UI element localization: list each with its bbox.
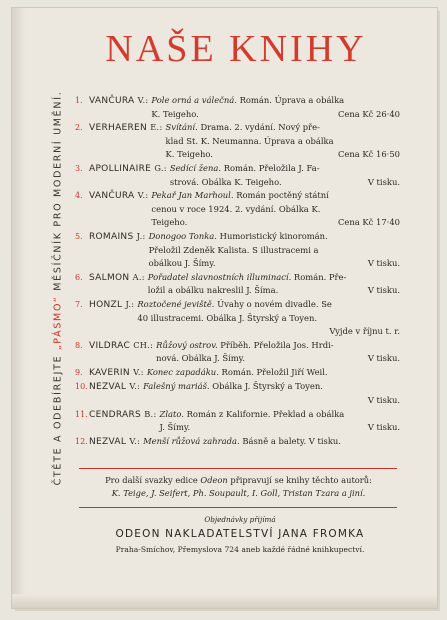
book-entry <box>75 230 400 271</box>
book-entry <box>75 162 400 189</box>
book-desc-line: strová. Obálka K. Teigeho. <box>169 176 282 187</box>
book-desc: Román z Kalifornie. Překlad a obálka <box>186 408 345 419</box>
book-author <box>89 271 145 286</box>
book-author-name: APOLLINAIRE <box>89 163 152 174</box>
book-author <box>89 435 140 450</box>
book-author-name: NEZVAL <box>89 436 127 447</box>
book-entry <box>75 408 400 435</box>
vertical-text-pre: ČTĚTE A ODEBÍREJTE <box>52 349 64 486</box>
book-author <box>89 408 157 423</box>
book-title: Pekař Jan Marhoul. <box>151 190 234 201</box>
book-title: Svítání. <box>165 122 198 133</box>
book-number: 2. <box>75 123 83 133</box>
vertical-text-post: MĚSÍČNÍK PRO MODERNÍ UMĚNÍ. <box>52 90 64 296</box>
book-number: 8. <box>75 340 83 350</box>
book-entry <box>75 121 400 162</box>
book-author-initial: B.: <box>144 408 157 419</box>
book-status: Cena Kč 26·40 <box>338 108 400 119</box>
book-desc: Obálka J. Štyrský a Toyen. <box>212 381 323 392</box>
book-title: Sedící žena. <box>169 162 222 173</box>
book-number: 12. <box>75 436 88 446</box>
book-author-name: VANČURA <box>89 191 135 202</box>
book-entry <box>75 271 400 298</box>
series-authors: K. Teige, J. Seifert, Ph. Soupault, I. Goll, Tristan Tzara a jiní. <box>111 488 366 498</box>
book-title: Menší růžová zahrada. <box>143 435 240 446</box>
book-author-name: KAVERIN <box>89 367 130 378</box>
book-description <box>149 230 400 271</box>
book-author-initial: A.: <box>132 271 145 282</box>
book-number: 10. <box>75 382 88 392</box>
book-description <box>147 366 400 380</box>
book-status: V tisku. <box>367 395 400 406</box>
book-description <box>143 435 400 449</box>
book-title: Donogoo Tonka. <box>148 230 217 241</box>
series-note-pre: Pro další svazky edice <box>105 475 201 485</box>
book-entry <box>75 435 400 450</box>
book-desc: Humoristický kinoromán. <box>219 230 328 241</box>
book-title: Falešný mariáš. <box>143 381 210 392</box>
divider-top <box>79 468 397 469</box>
book-desc-line: J. Šímy. <box>159 422 191 433</box>
book-number: 4. <box>75 191 83 201</box>
book-author <box>89 162 167 177</box>
book-description <box>166 121 400 162</box>
book-entry <box>75 94 400 121</box>
book-description <box>160 408 401 435</box>
book-status: V tisku. <box>367 176 400 187</box>
book-status: Cena Kč 17·40 <box>338 217 400 228</box>
book-desc-line: ložil a obálku nakreslil J. Šíma. <box>147 285 279 296</box>
book-desc: Drama. 2. vydání. Nový pře- <box>200 122 320 133</box>
book-author-initial: G.: <box>154 162 167 173</box>
book-title: Konec zapadáku. <box>146 366 219 377</box>
book-description <box>151 189 400 230</box>
book-number: 11. <box>75 409 88 419</box>
book-number: 7. <box>75 299 83 309</box>
page-title: NAŠE KNIHY <box>105 28 367 70</box>
book-title: Růžový ostrov. <box>156 339 218 350</box>
book-author-initial: J.: <box>125 298 135 309</box>
book-desc: Román poctěný státní <box>236 190 329 201</box>
book-entry <box>75 380 400 407</box>
cover-bottom-edge <box>12 594 437 608</box>
book-status: V tisku. <box>367 258 400 269</box>
book-description <box>137 298 400 339</box>
book-desc: Příběh. Přeložila Jos. Hrdi- <box>220 339 334 350</box>
cover-spine-shadow <box>12 8 26 608</box>
book-desc-line: 40 illustracemi. Obálka J. Štyrský a Toyen. <box>137 312 317 323</box>
book-status: Vyjde v říjnu t. r. <box>329 326 400 337</box>
divider-bottom <box>79 507 397 508</box>
book-author-initial: V.: <box>129 435 141 446</box>
book-author-initial: V.: <box>133 366 144 377</box>
publisher-address: Praha-Smíchov, Přemyslova 724 aneb každé řádné knihkupectví. <box>115 545 365 554</box>
book-title: Roztočené jeviště. <box>137 298 215 309</box>
book-desc-line: Teigeho. <box>151 217 188 228</box>
book-number: 3. <box>75 163 83 173</box>
series-note <box>82 474 395 500</box>
book-desc-line: cenou v roce 1924. 2. vydání. Obálka K. <box>151 203 321 214</box>
vertical-magazine-name: „PÁSMO“ <box>52 295 64 350</box>
book-status: V tisku. <box>367 353 400 364</box>
book-author <box>89 366 144 381</box>
book-desc-line: obálkou J. Šímy. <box>148 258 216 269</box>
book-entry <box>75 189 400 230</box>
vertical-magazine-advert <box>53 91 64 486</box>
book-title: Pořadatel slavnostních illuminací. <box>147 271 292 282</box>
book-author-initial: V.: <box>137 95 149 105</box>
book-desc: Román. Pře- <box>293 271 347 282</box>
book-author-initial: V.: <box>137 190 149 201</box>
publisher-name: ODEON NAKLADATELSTVÍ JANA FROMKA <box>115 528 365 540</box>
book-number: 5. <box>75 231 83 241</box>
book-list <box>75 94 400 449</box>
book-desc: Román. Přeložila J. Fa- <box>223 162 320 173</box>
book-number: 6. <box>75 272 83 282</box>
book-desc: Román. Přeložil Jiří Weil. <box>221 366 328 377</box>
book-title: Pole orná a válečná. <box>151 95 237 105</box>
book-entry <box>75 339 400 366</box>
book-entry <box>75 366 400 381</box>
book-author <box>89 94 148 109</box>
book-description <box>148 271 400 298</box>
book-author <box>89 339 153 354</box>
book-description <box>143 380 400 407</box>
book-number: 9. <box>75 367 83 377</box>
orders-label: Objednávky přijímá <box>204 515 276 524</box>
book-description <box>170 162 400 189</box>
book-author-name: VANČURA <box>89 96 135 106</box>
book-desc-line: K. Teigeho. <box>151 108 199 119</box>
book-author <box>89 189 148 204</box>
book-status: V tisku. <box>367 422 400 433</box>
series-note-post: připravují se knihy těchto autorů: <box>227 475 372 485</box>
book-desc: Básně a balety. V tisku. <box>242 435 341 446</box>
book-author-initial: V.: <box>129 381 141 392</box>
book-author-initial: E.: <box>150 122 163 133</box>
book-author-name: ROMAINS <box>89 231 134 242</box>
book-description <box>156 339 400 366</box>
book-entry <box>75 298 400 339</box>
book-author-initial: CH.: <box>133 339 154 350</box>
book-author-initial: J.: <box>136 230 146 241</box>
book-desc-line: nová. Obálka J. Šímy. <box>156 353 245 364</box>
book-author-name: NEZVAL <box>89 382 127 393</box>
book-author-name: CENDRARS <box>89 409 142 420</box>
series-edition-name: Odeon <box>200 475 228 485</box>
book-author <box>89 298 134 313</box>
book-desc: Úvahy o novém divadle. Se <box>217 298 332 309</box>
book-status: Cena Kč 16·50 <box>338 149 400 160</box>
book-author <box>89 380 140 395</box>
book-author <box>89 230 146 245</box>
book-title: Zlato. <box>159 408 184 419</box>
book-status: V tisku. <box>367 285 400 296</box>
book-description <box>151 94 400 121</box>
book-number: 1. <box>75 96 83 105</box>
book-desc: Román. Úprava a obálka <box>239 95 345 105</box>
book-author-name: SALMON <box>89 272 130 283</box>
book-desc-line: K. Teigeho. <box>165 149 213 160</box>
book-author-name: VERHAEREN <box>89 123 148 134</box>
book-author-name: VILDRAC <box>89 340 131 351</box>
book-desc-line: klad St. K. Neumanna. Úprava a obálka <box>165 135 334 146</box>
book-author-name: HONZL <box>89 299 123 310</box>
book-desc-line: Přeložil Zdeněk Kalista. S illustracemi a <box>148 244 319 255</box>
book-author <box>89 121 163 136</box>
